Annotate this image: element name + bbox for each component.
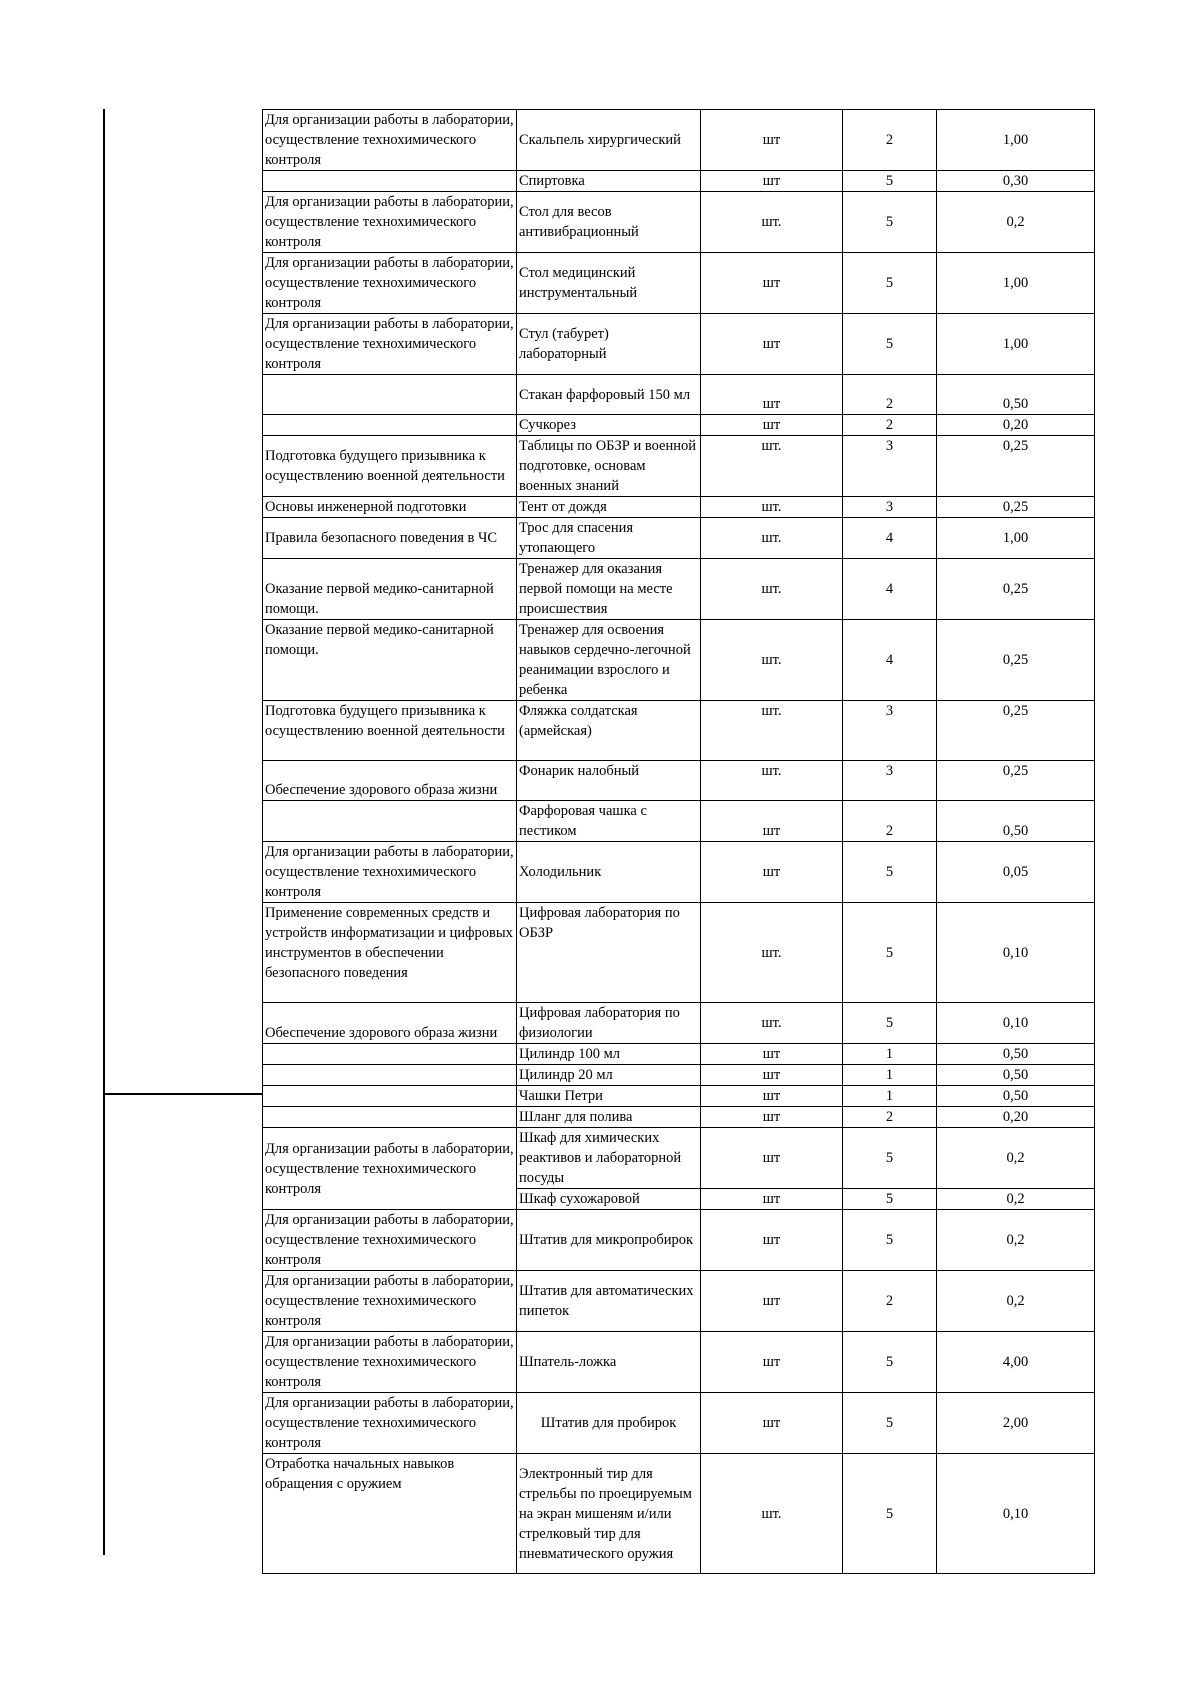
- purpose-cell: Для организации работы в лаборатории, осуществление технохимического контроля: [263, 1210, 517, 1271]
- quantity-cell: 2: [843, 110, 937, 171]
- item-name-cell: Фонарик налобный: [517, 761, 701, 801]
- unit-cell: шт: [701, 1107, 843, 1128]
- quantity-cell: 5: [843, 314, 937, 375]
- purpose-cell: [263, 1086, 517, 1107]
- unit-cell: шт: [701, 1271, 843, 1332]
- item-name-cell: Цифровая лаборатория по ОБЗР: [517, 903, 701, 1003]
- norm-cell: 2,00: [937, 1393, 1095, 1454]
- quantity-cell: 4: [843, 620, 937, 701]
- purpose-cell: Отработка начальных навыков обращения с оружием: [263, 1454, 517, 1574]
- item-name-cell: Трос для спасения утопающего: [517, 518, 701, 559]
- unit-cell: шт: [701, 253, 843, 314]
- quantity-cell: 5: [843, 1003, 937, 1044]
- item-name-cell: Шкаф сухожаровой: [517, 1189, 701, 1210]
- item-name-cell: Цилиндр 20 мл: [517, 1065, 701, 1086]
- inventory-table: [262, 109, 1095, 1574]
- unit-cell: шт: [701, 1128, 843, 1189]
- purpose-cell: [263, 171, 517, 192]
- unit-cell: шт.: [701, 497, 843, 518]
- table-row: [263, 842, 1095, 903]
- table-row: [263, 1332, 1095, 1393]
- purpose-cell: [263, 1107, 517, 1128]
- purpose-cell: [263, 1044, 517, 1065]
- quantity-cell: 5: [843, 253, 937, 314]
- item-name-cell: Фарфоровая чашка с пестиком: [517, 801, 701, 842]
- purpose-cell: Правила безопасного поведения в ЧС: [263, 518, 517, 559]
- norm-cell: 0,05: [937, 842, 1095, 903]
- purpose-cell: Применение современных средств и устройств информатизации и цифровых инструментов в обеспечении безопасного поведения: [263, 903, 517, 1003]
- norm-cell: 0,50: [937, 1044, 1095, 1065]
- norm-cell: 0,50: [937, 1065, 1095, 1086]
- unit-cell: шт.: [701, 1003, 843, 1044]
- unit-cell: шт.: [701, 559, 843, 620]
- quantity-cell: 3: [843, 761, 937, 801]
- table-row: [263, 110, 1095, 171]
- norm-cell: 0,2: [937, 1189, 1095, 1210]
- norm-cell: 0,50: [937, 1086, 1095, 1107]
- quantity-cell: 5: [843, 903, 937, 1003]
- norm-cell: 0,30: [937, 171, 1095, 192]
- unit-cell: шт: [701, 1189, 843, 1210]
- table-row: [263, 375, 1095, 415]
- norm-cell: 0,10: [937, 1454, 1095, 1574]
- quantity-cell: 5: [843, 171, 937, 192]
- unit-cell: шт: [701, 375, 843, 415]
- norm-cell: 0,25: [937, 620, 1095, 701]
- item-name-cell: Стол для весов антивибрационный: [517, 192, 701, 253]
- norm-cell: 0,20: [937, 415, 1095, 436]
- item-name-cell: Стакан фарфоровый 150 мл: [517, 375, 701, 415]
- norm-cell: 0,25: [937, 559, 1095, 620]
- table-row: [263, 1271, 1095, 1332]
- item-name-cell: Тренажер для оказания первой помощи на месте происшествия: [517, 559, 701, 620]
- purpose-cell: Оказание первой медико-санитарной помощи.: [263, 559, 517, 620]
- unit-cell: шт: [701, 1210, 843, 1271]
- quantity-cell: 1: [843, 1086, 937, 1107]
- norm-cell: 0,20: [937, 1107, 1095, 1128]
- item-name-cell: Стул (табурет) лабораторный: [517, 314, 701, 375]
- item-name-cell: Штатив для автоматических пипеток: [517, 1271, 701, 1332]
- unit-cell: шт.: [701, 436, 843, 497]
- table-row: [263, 1107, 1095, 1128]
- table-row: [263, 192, 1095, 253]
- unit-cell: шт: [701, 1065, 843, 1086]
- table-row: [263, 801, 1095, 842]
- purpose-cell: [263, 801, 517, 842]
- purpose-cell: [263, 415, 517, 436]
- purpose-cell: Для организации работы в лаборатории, осуществление технохимического контроля: [263, 110, 517, 171]
- norm-cell: 0,2: [937, 1128, 1095, 1189]
- purpose-cell: Обеспечение здорового образа жизни: [263, 1003, 517, 1044]
- quantity-cell: 5: [843, 1393, 937, 1454]
- purpose-cell: [263, 375, 517, 415]
- purpose-cell: Подготовка будущего призывника к осуществлению военной деятельности: [263, 436, 517, 497]
- norm-cell: 0,25: [937, 761, 1095, 801]
- quantity-cell: 2: [843, 801, 937, 842]
- item-name-cell: Фляжка солдатская (армейская): [517, 701, 701, 761]
- item-name-cell: Скальпель хирургический: [517, 110, 701, 171]
- item-name-cell: Цилиндр 100 мл: [517, 1044, 701, 1065]
- item-name-cell: Холодильник: [517, 842, 701, 903]
- unit-cell: шт.: [701, 903, 843, 1003]
- purpose-cell: Для организации работы в лаборатории, осуществление технохимического контроля: [263, 192, 517, 253]
- item-name-cell: Цифровая лаборатория по физиологии: [517, 1003, 701, 1044]
- unit-cell: шт: [701, 1393, 843, 1454]
- norm-cell: 4,00: [937, 1332, 1095, 1393]
- table-row: [263, 903, 1095, 1003]
- purpose-cell: Подготовка будущего призывника к осуществлению военной деятельности: [263, 701, 517, 761]
- item-name-cell: Спиртовка: [517, 171, 701, 192]
- table-row: [263, 1065, 1095, 1086]
- table-row: [263, 1003, 1095, 1044]
- item-name-cell: Шкаф для химических реактивов и лабораторной посуды: [517, 1128, 701, 1189]
- quantity-cell: 4: [843, 518, 937, 559]
- quantity-cell: 3: [843, 701, 937, 761]
- unit-cell: шт.: [701, 192, 843, 253]
- norm-cell: 0,25: [937, 436, 1095, 497]
- table-row: [263, 761, 1095, 801]
- norm-cell: 0,50: [937, 801, 1095, 842]
- item-name-cell: Сучкорез: [517, 415, 701, 436]
- quantity-cell: 3: [843, 436, 937, 497]
- item-name-cell: Шланг для полива: [517, 1107, 701, 1128]
- quantity-cell: 5: [843, 1128, 937, 1189]
- unit-cell: шт: [701, 1332, 843, 1393]
- unit-cell: шт.: [701, 620, 843, 701]
- table-row: [263, 1128, 1095, 1189]
- item-name-cell: Тренажер для освоения навыков сердечно-легочной реанимации взрослого и ребенка: [517, 620, 701, 701]
- table-row: [263, 497, 1095, 518]
- unit-cell: шт: [701, 415, 843, 436]
- quantity-cell: 2: [843, 375, 937, 415]
- norm-cell: 0,25: [937, 497, 1095, 518]
- quantity-cell: 5: [843, 1210, 937, 1271]
- table-row: [263, 436, 1095, 497]
- unit-cell: шт.: [701, 701, 843, 761]
- quantity-cell: 5: [843, 1454, 937, 1574]
- purpose-cell: Для организации работы в лаборатории, осуществление технохимического контроля: [263, 253, 517, 314]
- item-name-cell: Стол медицинский инструментальный: [517, 253, 701, 314]
- table-row: [263, 701, 1095, 761]
- quantity-cell: 4: [843, 559, 937, 620]
- quantity-cell: 5: [843, 1332, 937, 1393]
- quantity-cell: 2: [843, 415, 937, 436]
- norm-cell: 1,00: [937, 110, 1095, 171]
- unit-cell: шт.: [701, 518, 843, 559]
- quantity-cell: 2: [843, 1107, 937, 1128]
- norm-cell: 1,00: [937, 518, 1095, 559]
- norm-cell: 0,10: [937, 1003, 1095, 1044]
- purpose-cell: Для организации работы в лаборатории, осуществление технохимического контроля: [263, 1271, 517, 1332]
- norm-cell: 0,2: [937, 1210, 1095, 1271]
- norm-cell: 0,2: [937, 192, 1095, 253]
- norm-cell: 0,50: [937, 375, 1095, 415]
- table-row: [263, 171, 1095, 192]
- item-name-cell: Шпатель-ложка: [517, 1332, 701, 1393]
- item-name-cell: Чашки Петри: [517, 1086, 701, 1107]
- table-row: [263, 518, 1095, 559]
- table-row: [263, 620, 1095, 701]
- purpose-cell: Для организации работы в лаборатории, осуществление технохимического контроля: [263, 842, 517, 903]
- quantity-cell: 2: [843, 1271, 937, 1332]
- norm-cell: 1,00: [937, 253, 1095, 314]
- left-border-line: [103, 109, 105, 1555]
- unit-cell: шт: [701, 314, 843, 375]
- quantity-cell: 3: [843, 497, 937, 518]
- purpose-cell: Основы инженерной подготовки: [263, 497, 517, 518]
- unit-cell: шт: [701, 801, 843, 842]
- purpose-cell: Для организации работы в лаборатории, осуществление технохимического контроля: [263, 1128, 517, 1210]
- unit-cell: шт: [701, 1086, 843, 1107]
- quantity-cell: 5: [843, 192, 937, 253]
- table-row: [263, 253, 1095, 314]
- quantity-cell: 5: [843, 1189, 937, 1210]
- item-name-cell: Тент от дождя: [517, 497, 701, 518]
- purpose-cell: Обеспечение здорового образа жизни: [263, 761, 517, 801]
- table-row: [263, 415, 1095, 436]
- purpose-cell: Для организации работы в лаборатории, осуществление технохимического контроля: [263, 1393, 517, 1454]
- norm-cell: 0,25: [937, 701, 1095, 761]
- section-divider-line: [103, 1093, 263, 1095]
- quantity-cell: 5: [843, 842, 937, 903]
- table-row: [263, 1086, 1095, 1107]
- table-row: [263, 1393, 1095, 1454]
- purpose-cell: Для организации работы в лаборатории, осуществление технохимического контроля: [263, 314, 517, 375]
- unit-cell: шт.: [701, 761, 843, 801]
- purpose-cell: [263, 1065, 517, 1086]
- table-row: [263, 559, 1095, 620]
- table-row: [263, 314, 1095, 375]
- unit-cell: шт: [701, 110, 843, 171]
- table-row: [263, 1044, 1095, 1065]
- unit-cell: шт: [701, 1044, 843, 1065]
- table-row: [263, 1454, 1095, 1574]
- norm-cell: 1,00: [937, 314, 1095, 375]
- unit-cell: шт: [701, 171, 843, 192]
- quantity-cell: 1: [843, 1044, 937, 1065]
- purpose-cell: Оказание первой медико-санитарной помощи.: [263, 620, 517, 701]
- item-name-cell: Штатив для пробирок: [517, 1393, 701, 1454]
- norm-cell: 0,10: [937, 903, 1095, 1003]
- quantity-cell: 1: [843, 1065, 937, 1086]
- item-name-cell: Электронный тир для стрельбы по проецируемым на экран мишеням и/или стрелковый тир для пневматического оружия: [517, 1454, 701, 1574]
- norm-cell: 0,2: [937, 1271, 1095, 1332]
- table-row: [263, 1210, 1095, 1271]
- unit-cell: шт: [701, 842, 843, 903]
- purpose-cell: Для организации работы в лаборатории, осуществление технохимического контроля: [263, 1332, 517, 1393]
- unit-cell: шт.: [701, 1454, 843, 1574]
- item-name-cell: Штатив для микропробирок: [517, 1210, 701, 1271]
- item-name-cell: Таблицы по ОБЗР и военной подготовке, основам военных знаний: [517, 436, 701, 497]
